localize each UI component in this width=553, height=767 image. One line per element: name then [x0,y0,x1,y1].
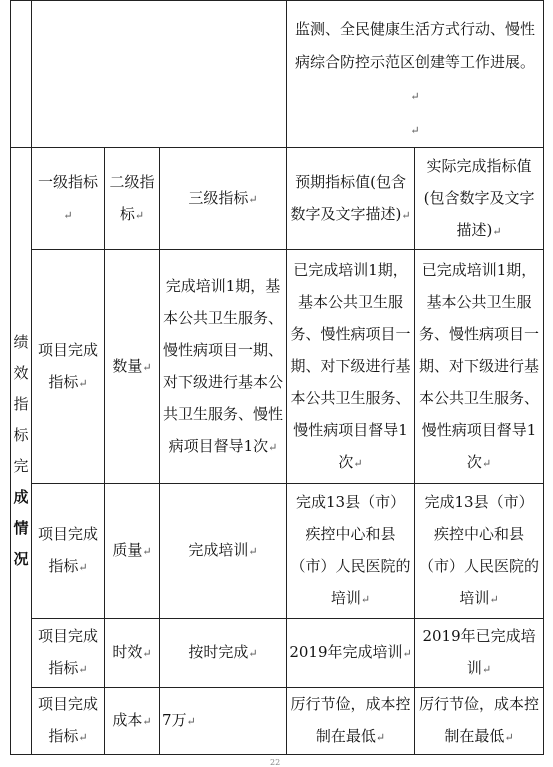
row-level3: 完成培训1期，基本公共卫生服务、慢性病项目一期、对下级进行基本公共卫生服务、慢性病项目督导1次↵ [160,250,287,484]
row-level3: 按时完成↵ [160,619,287,688]
return-mark-icon: ↵ [410,90,420,103]
row-expected: 完成13县（市）疾控中心和县（市）人民医院的培训↵ [287,484,415,619]
row-actual: 完成13县（市）疾控中心和县（市）人民医院的培训↵ [415,484,544,619]
row-expected: 厉行节俭，成本控制在最低↵ [287,688,415,755]
header-row [11,148,544,250]
row-level2: 质量↵ [105,484,160,619]
header-level1: 一级指标↵ [32,148,105,250]
top-text: 监测、全民健康生活方式行动、慢性病综合防控示范区创建等工作进展。 [295,20,536,71]
return-mark-icon: ↵ [410,124,420,137]
row-level1: 项目完成指标↵ [32,619,105,688]
row-level1: 项目完成指标↵ [32,250,105,484]
row-level3: 完成培训↵ [160,484,287,619]
header-level3: 三级指标↵ [160,148,287,250]
top-empty-cell [32,1,287,148]
row-actual: 2019年已完成培训↵ [415,619,544,688]
table-row [11,619,544,688]
row-actual: 厉行节俭，成本控制在最低↵ [415,688,544,755]
top-text-cell [287,1,544,148]
row-level1: 项目完成指标↵ [32,688,105,755]
row-level2: 数量↵ [105,250,160,484]
header-actual: 实际完成指标值(包含数字及文字描述)↵ [415,148,544,250]
row-level1: 项目完成指标↵ [32,484,105,619]
row-expected: 已完成培训1期，基本公共卫生服务、慢性病项目一期、对下级进行基本公共卫生服务、慢性病项目督导1次↵ [287,250,415,484]
side-label-bold: 成情况 [13,488,29,568]
top-row [11,1,544,148]
header-level2: 二级指标↵ [105,148,160,250]
side-label-normal: 绩效指标完 [13,333,29,475]
page-number: 22 [270,758,281,767]
row-actual: 已完成培训1期，基本公共卫生服务、慢性病项目一期、对下级进行基本公共卫生服务、慢性病项目督导1次↵ [415,250,544,484]
header-expected: 预期指标值(包含数字及文字描述)↵ [287,148,415,250]
table-row [11,484,544,619]
table-row [11,688,544,755]
table-row [11,250,544,484]
row-expected: 2019年完成培训↵ [287,619,415,688]
row-level2: 成本↵ [105,688,160,755]
row-level3: 7万↵ [160,688,287,755]
side-label-cell [11,148,32,755]
row-level2: 时效↵ [105,619,160,688]
top-left-cell [11,1,32,148]
performance-table [10,0,544,755]
